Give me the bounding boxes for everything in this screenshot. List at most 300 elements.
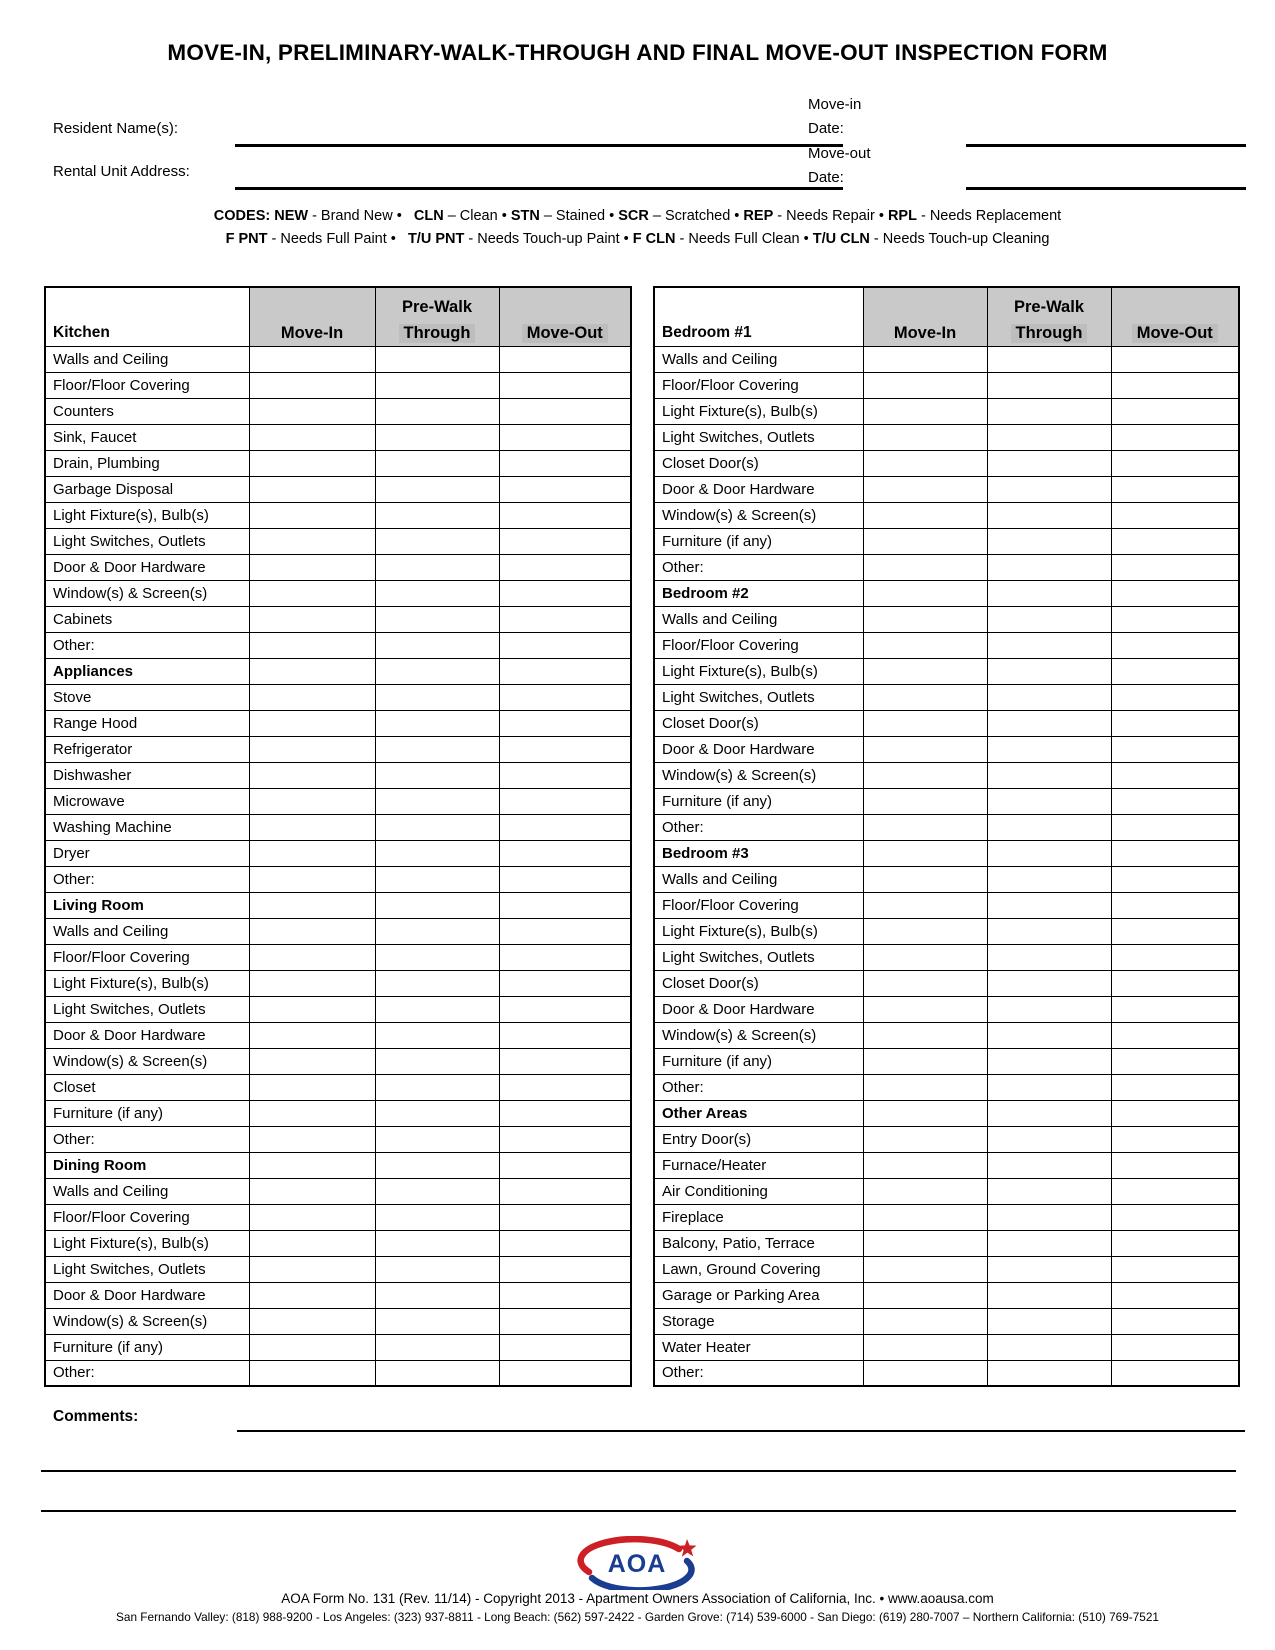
grade-cell[interactable] bbox=[863, 632, 987, 658]
grade-cell[interactable] bbox=[987, 450, 1111, 476]
table-row bbox=[45, 684, 631, 710]
grade-cell[interactable] bbox=[249, 1204, 375, 1230]
codes-legend bbox=[0, 205, 1275, 251]
grade-cell[interactable] bbox=[1111, 762, 1239, 788]
grade-cell[interactable] bbox=[987, 1152, 1111, 1178]
grade-cell[interactable] bbox=[1111, 710, 1239, 736]
item-row-label: Light Fixture(s), Bulb(s) bbox=[654, 398, 863, 424]
table-row bbox=[654, 1048, 1239, 1074]
move-in-label: Move-in bbox=[808, 96, 862, 113]
grade-cell[interactable] bbox=[1111, 554, 1239, 580]
grade-cell[interactable] bbox=[375, 346, 499, 372]
grade-cell[interactable] bbox=[499, 1074, 631, 1100]
grade-cell[interactable] bbox=[987, 372, 1111, 398]
grade-cell[interactable] bbox=[987, 658, 1111, 684]
grade-cell[interactable] bbox=[375, 892, 499, 918]
grade-cell[interactable] bbox=[499, 736, 631, 762]
grade-cell[interactable] bbox=[863, 476, 987, 502]
grade-cell[interactable] bbox=[499, 450, 631, 476]
grade-cell[interactable] bbox=[987, 736, 1111, 762]
grade-cell[interactable] bbox=[249, 450, 375, 476]
grade-cell[interactable] bbox=[375, 788, 499, 814]
grade-cell[interactable] bbox=[375, 1152, 499, 1178]
grade-cell[interactable] bbox=[249, 710, 375, 736]
grade-cell[interactable] bbox=[375, 1074, 499, 1100]
grade-cell[interactable] bbox=[375, 1282, 499, 1308]
col-header-pre-walk-through: Pre-Walk Through bbox=[375, 287, 499, 346]
grade-cell[interactable] bbox=[249, 1126, 375, 1152]
grade-cell[interactable] bbox=[375, 996, 499, 1022]
aoa-logo bbox=[575, 1536, 701, 1590]
grade-cell[interactable] bbox=[249, 866, 375, 892]
grade-cell[interactable] bbox=[987, 1230, 1111, 1256]
grade-cell[interactable] bbox=[1111, 840, 1239, 866]
section-row-label: Bedroom #2 bbox=[654, 580, 863, 606]
grade-cell[interactable] bbox=[499, 372, 631, 398]
grade-cell[interactable] bbox=[499, 1204, 631, 1230]
grade-cell[interactable] bbox=[863, 996, 987, 1022]
grade-cell[interactable] bbox=[375, 1204, 499, 1230]
grade-cell[interactable] bbox=[499, 1360, 631, 1386]
item-row-label: Furniture (if any) bbox=[45, 1334, 249, 1360]
table-row bbox=[45, 372, 631, 398]
grade-cell[interactable] bbox=[987, 1256, 1111, 1282]
item-row-label: Other: bbox=[654, 554, 863, 580]
grade-cell[interactable] bbox=[249, 1334, 375, 1360]
grade-cell[interactable] bbox=[499, 606, 631, 632]
grade-cell[interactable] bbox=[375, 398, 499, 424]
grade-cell[interactable] bbox=[249, 1074, 375, 1100]
grade-cell[interactable] bbox=[499, 1100, 631, 1126]
grade-cell[interactable] bbox=[249, 1360, 375, 1386]
grade-cell[interactable] bbox=[863, 502, 987, 528]
grade-cell[interactable] bbox=[987, 580, 1111, 606]
grade-cell[interactable] bbox=[987, 346, 1111, 372]
grade-cell[interactable] bbox=[499, 398, 631, 424]
grade-cell[interactable] bbox=[499, 970, 631, 996]
grade-cell[interactable] bbox=[499, 996, 631, 1022]
grade-cell[interactable] bbox=[987, 814, 1111, 840]
grade-cell[interactable] bbox=[1111, 580, 1239, 606]
grade-cell[interactable] bbox=[499, 892, 631, 918]
grade-cell[interactable] bbox=[863, 866, 987, 892]
grade-cell[interactable] bbox=[987, 1334, 1111, 1360]
grade-cell[interactable] bbox=[249, 788, 375, 814]
grade-cell[interactable] bbox=[863, 736, 987, 762]
grade-cell[interactable] bbox=[1111, 632, 1239, 658]
grade-cell[interactable] bbox=[249, 840, 375, 866]
grade-cell[interactable] bbox=[375, 736, 499, 762]
grade-cell[interactable] bbox=[987, 684, 1111, 710]
grade-cell[interactable] bbox=[987, 1282, 1111, 1308]
item-row-label: Closet bbox=[45, 1074, 249, 1100]
item-row-label: Window(s) & Screen(s) bbox=[45, 1308, 249, 1334]
grade-cell[interactable] bbox=[499, 1334, 631, 1360]
grade-cell[interactable] bbox=[375, 970, 499, 996]
grade-cell[interactable] bbox=[249, 762, 375, 788]
item-row-label: Floor/Floor Covering bbox=[45, 372, 249, 398]
col-header-move-in: Move-In bbox=[249, 287, 375, 346]
table-row bbox=[654, 996, 1239, 1022]
grade-cell[interactable] bbox=[1111, 866, 1239, 892]
grade-cell[interactable] bbox=[375, 1048, 499, 1074]
grade-cell[interactable] bbox=[249, 814, 375, 840]
grade-cell[interactable] bbox=[987, 528, 1111, 554]
item-row-label: Sink, Faucet bbox=[45, 424, 249, 450]
grade-cell[interactable] bbox=[987, 1204, 1111, 1230]
grade-cell[interactable] bbox=[249, 1022, 375, 1048]
grade-cell[interactable] bbox=[499, 762, 631, 788]
item-row-label: Light Switches, Outlets bbox=[654, 684, 863, 710]
grade-cell[interactable] bbox=[249, 970, 375, 996]
table-row bbox=[654, 658, 1239, 684]
grade-cell[interactable] bbox=[863, 1360, 987, 1386]
grade-cell[interactable] bbox=[1111, 788, 1239, 814]
grade-cell[interactable] bbox=[863, 398, 987, 424]
grade-cell[interactable] bbox=[249, 1152, 375, 1178]
item-row-label: Other: bbox=[45, 632, 249, 658]
table-row bbox=[654, 1178, 1239, 1204]
grade-cell[interactable] bbox=[249, 684, 375, 710]
grade-cell[interactable] bbox=[863, 450, 987, 476]
grade-cell[interactable] bbox=[1111, 1282, 1239, 1308]
table-row bbox=[45, 1256, 631, 1282]
grade-cell[interactable] bbox=[375, 840, 499, 866]
grade-cell[interactable] bbox=[1111, 372, 1239, 398]
grade-cell[interactable] bbox=[249, 632, 375, 658]
grade-cell[interactable] bbox=[987, 476, 1111, 502]
grade-cell[interactable] bbox=[987, 398, 1111, 424]
table-row bbox=[45, 970, 631, 996]
grade-cell[interactable] bbox=[1111, 996, 1239, 1022]
grade-cell[interactable] bbox=[375, 762, 499, 788]
logo-star-icon bbox=[678, 1539, 696, 1557]
item-row-label: Other: bbox=[654, 1074, 863, 1100]
grade-cell[interactable] bbox=[1111, 658, 1239, 684]
grade-cell[interactable] bbox=[375, 528, 499, 554]
grade-cell[interactable] bbox=[1111, 1126, 1239, 1152]
grade-cell[interactable] bbox=[1111, 1152, 1239, 1178]
table-row bbox=[45, 1360, 631, 1386]
grade-cell[interactable] bbox=[249, 372, 375, 398]
move-in-date-input[interactable] bbox=[966, 120, 1246, 147]
grade-cell[interactable] bbox=[863, 1178, 987, 1204]
grade-cell[interactable] bbox=[987, 1178, 1111, 1204]
grade-cell[interactable] bbox=[1111, 684, 1239, 710]
grade-cell[interactable] bbox=[987, 970, 1111, 996]
table-row bbox=[654, 580, 1239, 606]
grade-cell[interactable] bbox=[863, 1074, 987, 1100]
table-row bbox=[45, 1152, 631, 1178]
grade-cell[interactable] bbox=[375, 1256, 499, 1282]
grade-cell[interactable] bbox=[375, 814, 499, 840]
grade-cell[interactable] bbox=[1111, 918, 1239, 944]
grade-cell[interactable] bbox=[1111, 398, 1239, 424]
grade-cell[interactable] bbox=[499, 710, 631, 736]
grade-cell[interactable] bbox=[1111, 1204, 1239, 1230]
grade-cell[interactable] bbox=[249, 606, 375, 632]
grade-cell[interactable] bbox=[987, 1048, 1111, 1074]
grade-cell[interactable] bbox=[1111, 1048, 1239, 1074]
grade-cell[interactable] bbox=[249, 918, 375, 944]
grade-cell[interactable] bbox=[499, 1022, 631, 1048]
item-row-label: Window(s) & Screen(s) bbox=[45, 1048, 249, 1074]
grade-cell[interactable] bbox=[499, 1256, 631, 1282]
grade-cell[interactable] bbox=[987, 606, 1111, 632]
grade-cell[interactable] bbox=[987, 1074, 1111, 1100]
grade-cell[interactable] bbox=[863, 606, 987, 632]
rental-address-input[interactable] bbox=[235, 163, 843, 190]
grade-cell[interactable] bbox=[863, 1256, 987, 1282]
table-row bbox=[654, 1204, 1239, 1230]
grade-cell[interactable] bbox=[987, 554, 1111, 580]
grade-cell[interactable] bbox=[987, 710, 1111, 736]
grade-cell[interactable] bbox=[499, 1230, 631, 1256]
grade-cell[interactable] bbox=[499, 580, 631, 606]
grade-cell[interactable] bbox=[987, 866, 1111, 892]
grade-cell[interactable] bbox=[499, 658, 631, 684]
grade-cell[interactable] bbox=[863, 372, 987, 398]
grade-cell[interactable] bbox=[863, 918, 987, 944]
item-row-label: Light Fixture(s), Bulb(s) bbox=[654, 658, 863, 684]
grade-cell[interactable] bbox=[375, 1334, 499, 1360]
grade-cell[interactable] bbox=[249, 1178, 375, 1204]
grade-cell[interactable] bbox=[375, 918, 499, 944]
grade-cell[interactable] bbox=[987, 1360, 1111, 1386]
grade-cell[interactable] bbox=[375, 632, 499, 658]
grade-cell[interactable] bbox=[863, 970, 987, 996]
grade-cell[interactable] bbox=[1111, 1308, 1239, 1334]
grade-cell[interactable] bbox=[249, 1100, 375, 1126]
grade-cell[interactable] bbox=[499, 632, 631, 658]
table-row bbox=[654, 1282, 1239, 1308]
grade-cell[interactable] bbox=[375, 658, 499, 684]
grade-cell[interactable] bbox=[375, 944, 499, 970]
grade-cell[interactable] bbox=[375, 372, 499, 398]
grade-cell[interactable] bbox=[987, 502, 1111, 528]
grade-cell[interactable] bbox=[249, 1048, 375, 1074]
grade-cell[interactable] bbox=[375, 606, 499, 632]
grade-cell[interactable] bbox=[1111, 424, 1239, 450]
grade-cell[interactable] bbox=[375, 1022, 499, 1048]
grade-cell[interactable] bbox=[249, 528, 375, 554]
grade-cell[interactable] bbox=[987, 1126, 1111, 1152]
grade-cell[interactable] bbox=[375, 1360, 499, 1386]
grade-cell[interactable] bbox=[1111, 606, 1239, 632]
grade-cell[interactable] bbox=[1111, 502, 1239, 528]
grade-cell[interactable] bbox=[499, 424, 631, 450]
grade-cell[interactable] bbox=[987, 996, 1111, 1022]
comments-line-3[interactable] bbox=[41, 1488, 1236, 1512]
grade-cell[interactable] bbox=[1111, 736, 1239, 762]
grade-cell[interactable] bbox=[1111, 944, 1239, 970]
grade-cell[interactable] bbox=[987, 840, 1111, 866]
grade-cell[interactable] bbox=[863, 814, 987, 840]
grade-cell[interactable] bbox=[987, 762, 1111, 788]
grade-cell[interactable] bbox=[499, 554, 631, 580]
grade-cell[interactable] bbox=[863, 1204, 987, 1230]
grade-cell[interactable] bbox=[249, 554, 375, 580]
grade-cell[interactable] bbox=[863, 346, 987, 372]
item-row-label: Furniture (if any) bbox=[654, 788, 863, 814]
grade-cell[interactable] bbox=[1111, 1360, 1239, 1386]
grade-cell[interactable] bbox=[987, 424, 1111, 450]
table-row bbox=[45, 736, 631, 762]
grade-cell[interactable] bbox=[499, 1308, 631, 1334]
item-row-label: Furniture (if any) bbox=[45, 1100, 249, 1126]
codes-line-2: F PNT - Needs Full Paint • T/U PNT - Needs Touch-up Paint • F CLN - Needs Full Clean • T/U CLN - Needs Touch-up Cleaning bbox=[225, 231, 1050, 247]
grade-cell[interactable] bbox=[375, 554, 499, 580]
grade-cell[interactable] bbox=[1111, 528, 1239, 554]
grade-cell[interactable] bbox=[863, 424, 987, 450]
item-row-label: Window(s) & Screen(s) bbox=[654, 1022, 863, 1048]
grade-cell[interactable] bbox=[499, 1282, 631, 1308]
resident-name-input[interactable] bbox=[235, 120, 843, 147]
grade-cell[interactable] bbox=[249, 1256, 375, 1282]
grade-cell[interactable] bbox=[863, 1022, 987, 1048]
grade-cell[interactable] bbox=[1111, 1178, 1239, 1204]
grade-cell[interactable] bbox=[1111, 970, 1239, 996]
grade-cell[interactable] bbox=[499, 1178, 631, 1204]
grade-cell[interactable] bbox=[375, 1100, 499, 1126]
footer-phone-numbers: San Fernando Valley: (818) 988-9200 - Los Angeles: (323) 937-8811 - Long Beach: (562) 597-2422 - Garden Grove: (714) 539-6000 - San Diego: (619) 280-7007 – Northern California: (510) 769-7521 bbox=[116, 1610, 1159, 1624]
grade-cell[interactable] bbox=[249, 892, 375, 918]
grade-cell[interactable] bbox=[499, 840, 631, 866]
grade-cell[interactable] bbox=[499, 346, 631, 372]
grade-cell[interactable] bbox=[863, 840, 987, 866]
grade-cell[interactable] bbox=[987, 892, 1111, 918]
grade-cell[interactable] bbox=[375, 502, 499, 528]
grade-cell[interactable] bbox=[499, 944, 631, 970]
grade-cell[interactable] bbox=[987, 788, 1111, 814]
grade-cell[interactable] bbox=[863, 1282, 987, 1308]
grade-cell[interactable] bbox=[987, 632, 1111, 658]
grade-cell[interactable] bbox=[863, 1048, 987, 1074]
grade-cell[interactable] bbox=[375, 476, 499, 502]
grade-cell[interactable] bbox=[249, 736, 375, 762]
grade-cell[interactable] bbox=[375, 1126, 499, 1152]
table-row bbox=[654, 866, 1239, 892]
grade-cell[interactable] bbox=[499, 788, 631, 814]
section-row-label: Other Areas bbox=[654, 1100, 863, 1126]
grade-cell[interactable] bbox=[1111, 1022, 1239, 1048]
grade-cell[interactable] bbox=[863, 684, 987, 710]
grade-cell[interactable] bbox=[249, 944, 375, 970]
grade-cell[interactable] bbox=[1111, 814, 1239, 840]
grade-cell[interactable] bbox=[499, 684, 631, 710]
footer-form-number: AOA Form No. 131 (Rev. 11/14) - Copyright 2013 - Apartment Owners Association of California, Inc. • www.aoausa.com bbox=[281, 1591, 994, 1606]
item-row-label: Dryer bbox=[45, 840, 249, 866]
grade-cell[interactable] bbox=[499, 528, 631, 554]
item-row-label: Floor/Floor Covering bbox=[654, 632, 863, 658]
grade-cell[interactable] bbox=[1111, 1230, 1239, 1256]
grade-cell[interactable] bbox=[249, 996, 375, 1022]
table-row bbox=[654, 424, 1239, 450]
grade-cell[interactable] bbox=[249, 476, 375, 502]
grade-cell[interactable] bbox=[863, 944, 987, 970]
grade-cell[interactable] bbox=[499, 1152, 631, 1178]
grade-cell[interactable] bbox=[863, 1152, 987, 1178]
grade-cell[interactable] bbox=[375, 580, 499, 606]
grade-cell[interactable] bbox=[499, 866, 631, 892]
grade-cell[interactable] bbox=[863, 554, 987, 580]
grade-cell[interactable] bbox=[249, 346, 375, 372]
grade-cell[interactable] bbox=[499, 1126, 631, 1152]
grade-cell[interactable] bbox=[499, 918, 631, 944]
grade-cell[interactable] bbox=[1111, 1334, 1239, 1360]
grade-cell[interactable] bbox=[375, 866, 499, 892]
table-row bbox=[654, 346, 1239, 372]
grade-cell[interactable] bbox=[375, 424, 499, 450]
grade-cell[interactable] bbox=[1111, 1074, 1239, 1100]
item-row-label: Walls and Ceiling bbox=[654, 346, 863, 372]
grade-cell[interactable] bbox=[249, 502, 375, 528]
grade-cell[interactable] bbox=[375, 1178, 499, 1204]
grade-cell[interactable] bbox=[499, 1048, 631, 1074]
grade-cell[interactable] bbox=[863, 658, 987, 684]
grade-cell[interactable] bbox=[987, 1100, 1111, 1126]
grade-cell[interactable] bbox=[863, 1126, 987, 1152]
grade-cell[interactable] bbox=[863, 762, 987, 788]
grade-cell[interactable] bbox=[1111, 1256, 1239, 1282]
grade-cell[interactable] bbox=[375, 450, 499, 476]
item-row-label: Other: bbox=[654, 814, 863, 840]
grade-cell[interactable] bbox=[987, 1308, 1111, 1334]
grade-cell[interactable] bbox=[863, 528, 987, 554]
grade-cell[interactable] bbox=[375, 710, 499, 736]
grade-cell[interactable] bbox=[375, 684, 499, 710]
grade-cell[interactable] bbox=[987, 944, 1111, 970]
item-row-label: Closet Door(s) bbox=[654, 710, 863, 736]
comments-line-2[interactable] bbox=[41, 1448, 1236, 1472]
grade-cell[interactable] bbox=[863, 1308, 987, 1334]
grade-cell[interactable] bbox=[863, 1230, 987, 1256]
grade-cell[interactable] bbox=[863, 892, 987, 918]
grade-cell[interactable] bbox=[1111, 346, 1239, 372]
grade-cell[interactable] bbox=[249, 658, 375, 684]
grade-cell[interactable] bbox=[375, 1308, 499, 1334]
grade-cell[interactable] bbox=[249, 398, 375, 424]
grade-cell[interactable] bbox=[499, 502, 631, 528]
move-out-date-input[interactable] bbox=[966, 163, 1246, 190]
grade-cell[interactable] bbox=[375, 1230, 499, 1256]
table-row bbox=[45, 424, 631, 450]
comments-line-1[interactable] bbox=[237, 1408, 1245, 1432]
grade-cell[interactable] bbox=[249, 424, 375, 450]
grade-cell[interactable] bbox=[987, 1022, 1111, 1048]
codes-line-1: CODES: NEW - Brand New • CLN – Clean • STN – Stained • SCR – Scratched • REP - Needs Repair • RPL - Needs Replacement bbox=[213, 208, 1062, 224]
grade-cell[interactable] bbox=[863, 1100, 987, 1126]
grade-cell[interactable] bbox=[249, 1230, 375, 1256]
item-row-label: Walls and Ceiling bbox=[45, 1178, 249, 1204]
grade-cell[interactable] bbox=[863, 580, 987, 606]
grade-cell[interactable] bbox=[1111, 892, 1239, 918]
grade-cell[interactable] bbox=[863, 1334, 987, 1360]
grade-cell[interactable] bbox=[249, 1308, 375, 1334]
grade-cell[interactable] bbox=[1111, 1100, 1239, 1126]
table-row bbox=[654, 1256, 1239, 1282]
grade-cell[interactable] bbox=[249, 1282, 375, 1308]
grade-cell[interactable] bbox=[987, 918, 1111, 944]
grade-cell[interactable] bbox=[499, 814, 631, 840]
grade-cell[interactable] bbox=[249, 580, 375, 606]
grade-cell[interactable] bbox=[863, 710, 987, 736]
item-row-label: Furniture (if any) bbox=[654, 1048, 863, 1074]
grade-cell[interactable] bbox=[499, 476, 631, 502]
grade-cell[interactable] bbox=[863, 788, 987, 814]
grade-cell[interactable] bbox=[1111, 476, 1239, 502]
grade-cell[interactable] bbox=[1111, 450, 1239, 476]
